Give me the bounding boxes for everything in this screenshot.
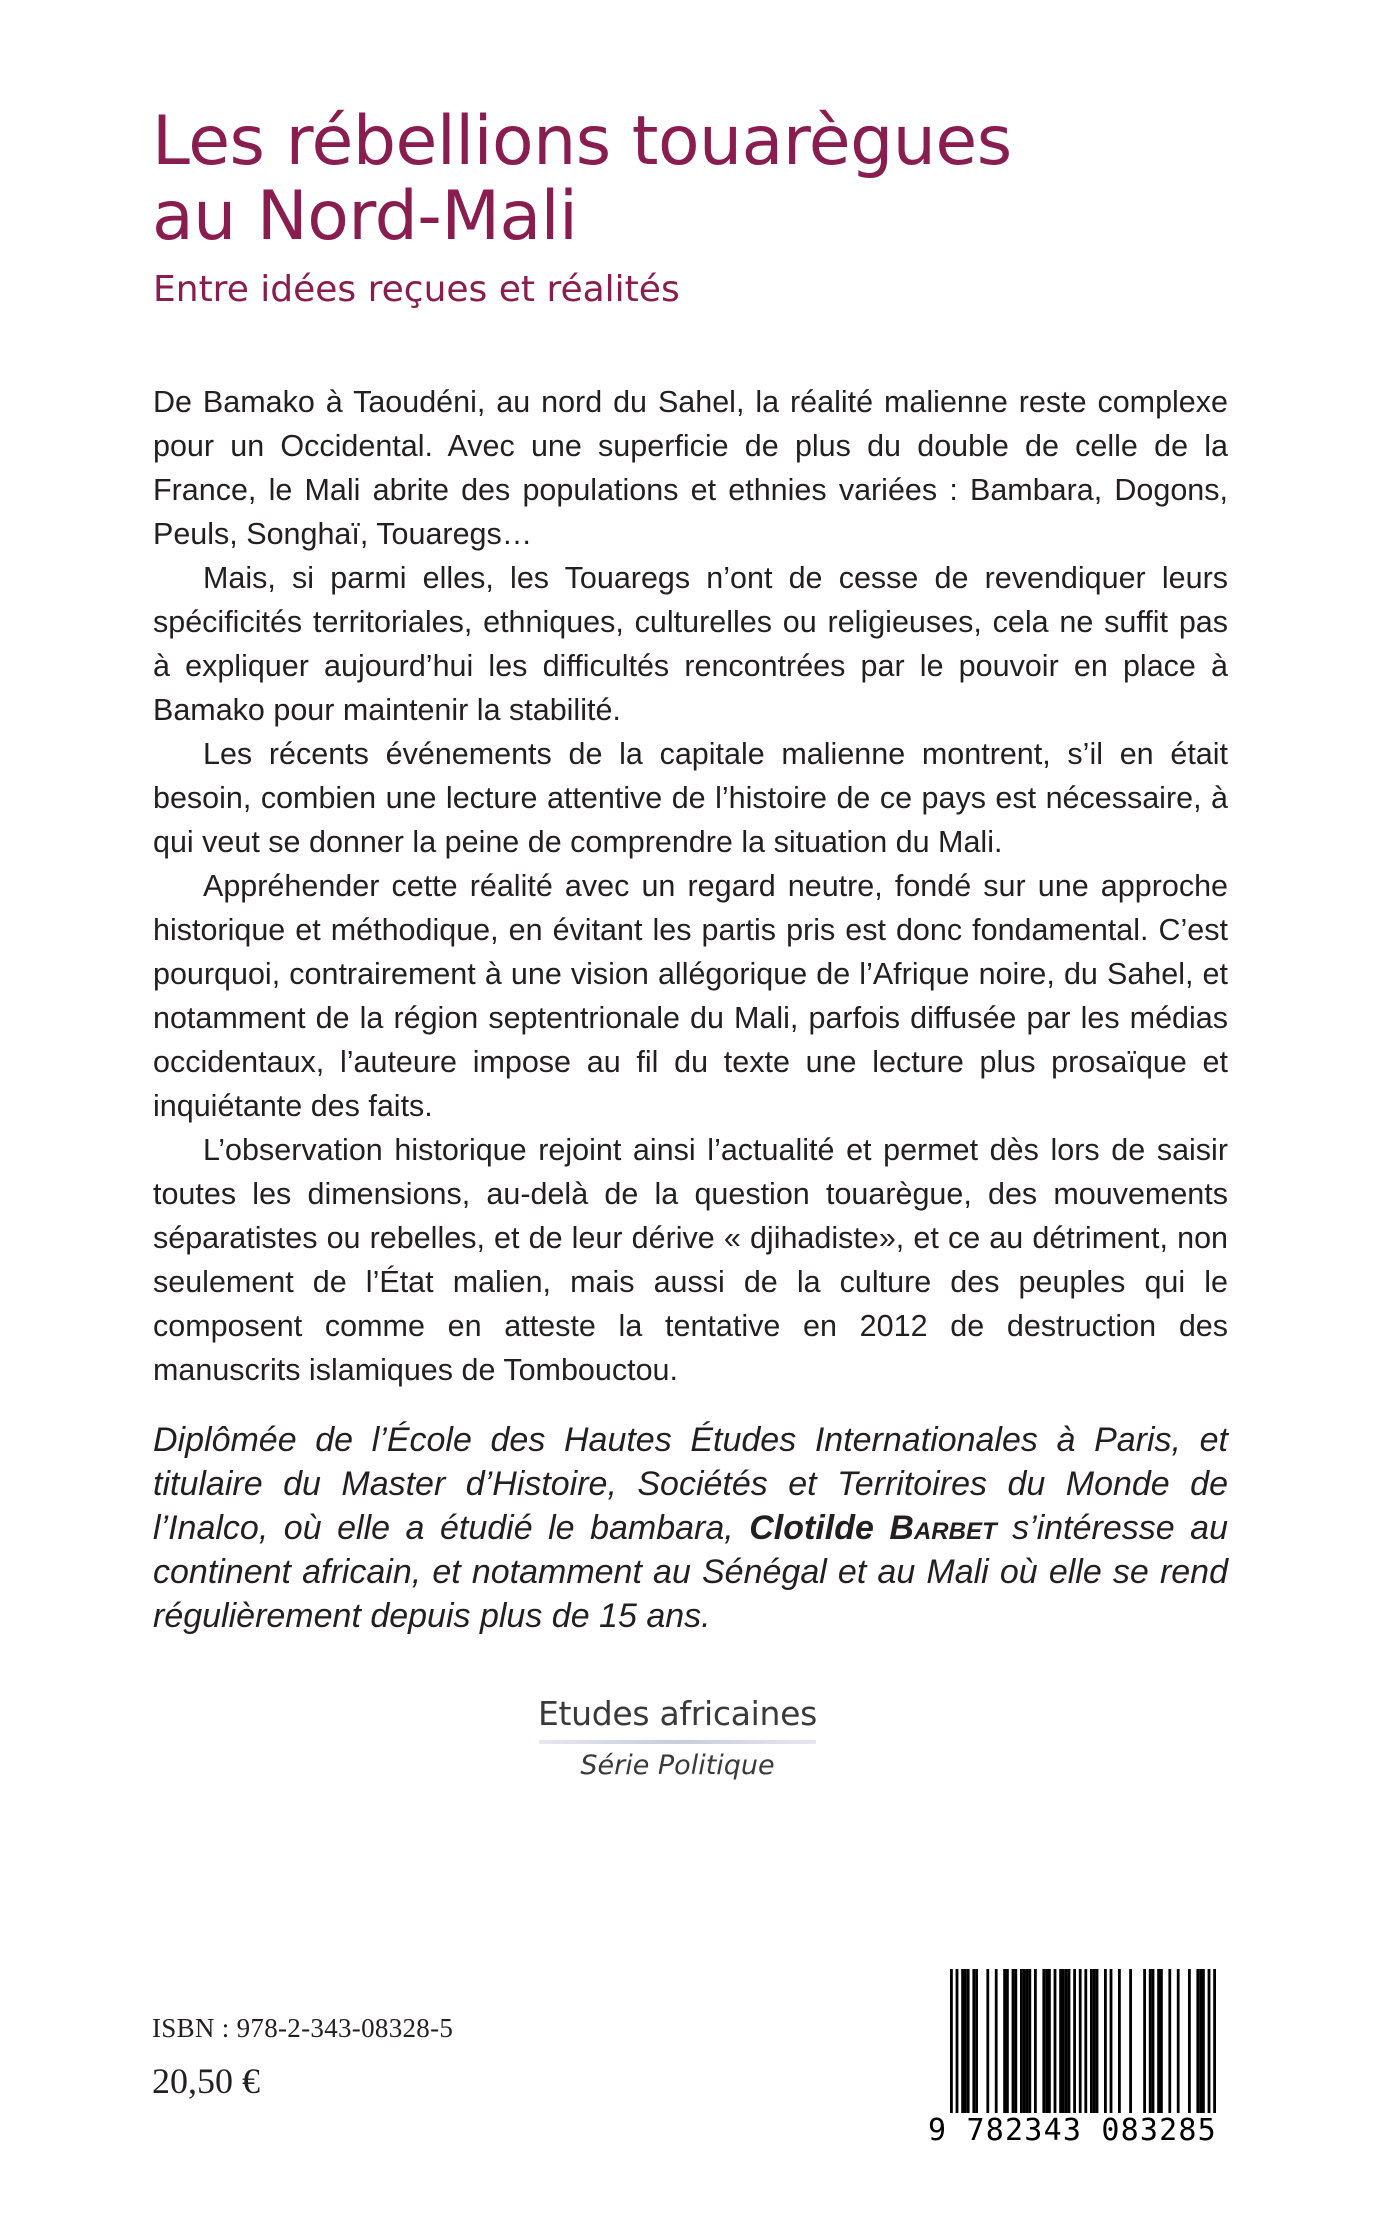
barcode-bar: [1079, 1969, 1082, 2135]
barcode-bar: [1048, 1969, 1051, 2115]
barcode-bar: [1129, 1969, 1132, 2115]
barcode-bar: [1020, 1969, 1023, 2115]
blurb-paragraph-1: De Bamako à Taoudéni, au nord du Sahel, la réalité malienne reste complexe pour un Occidental. Avec une superficie de plus du double de celle de la France, le Mali abrite des populations et ethnies variées : Bambara, Dogons, Peuls, Songhaï, Touaregs…: [153, 385, 1228, 551]
bio-text-before: Diplômée de l’École des Hautes Études Internationales à Paris, et titulaire du Master d’Histoire, Sociétés et Territoires du Monde de l’Inalco, où elle a étudié le bambara,: [153, 1421, 1228, 1547]
barcode-bar: [956, 1969, 959, 2135]
barcode-bar: [1110, 1969, 1113, 2115]
barcode-bar: [964, 1969, 967, 2115]
barcode-bar: [1084, 1969, 1087, 2135]
price: 20,50 €: [152, 2061, 260, 2101]
barcode-bar: [1003, 1969, 1006, 2115]
blurb-paragraph-4: Appréhender cette réalité avec un regard neutre, fondé sur une approche historique et méthodique, en évitant les partis pris est donc fondamental. C’est pourquoi, contrairement à une vision allégorique de l’Afrique noire, du Sahel, et notamment de la région septentrionale du Mali, parfois diffusée par les médias occidentaux, l’auteure impose au fil du texte une lecture plus prosaïque et inquiétante des faits.: [153, 869, 1228, 1123]
barcode-bar: [995, 1969, 998, 2115]
barcode-bar: [1118, 1969, 1121, 2115]
barcode-bar: [975, 1969, 978, 2115]
barcode-bar: [1104, 1969, 1107, 2115]
barcode-bar: [1068, 1969, 1071, 2115]
collection-name: Etudes africaines: [537, 1694, 818, 1733]
barcode-bar: [1202, 1969, 1205, 2115]
blurb-paragraph-2: Mais, si parmi elles, les Touaregs n’ont de cesse de revendiquer leurs spécificités territoriales, ethniques, culturelles ou religieuses, cela ne suffit pas à expliquer aujourd’hui les difficultés rencontrées par le pouvoir en place à Bamako pour maintenir la stabilité.: [153, 561, 1228, 727]
barcode: [928, 1965, 1238, 2155]
barcode-bar: [1014, 1969, 1017, 2115]
barcode-bar: [1168, 1969, 1171, 2115]
author-last-name: Barbet: [889, 1509, 997, 1547]
barcode-bar: [1034, 1969, 1037, 2115]
barcode-bar: [1157, 1969, 1160, 2115]
barcode-bar: [1023, 1969, 1026, 2115]
book-subtitle: Entre idées reçues et réalités: [153, 269, 680, 310]
barcode-bar: [1143, 1969, 1146, 2115]
barcode-bar: [1208, 1969, 1211, 2135]
barcode-bar: [1160, 1969, 1163, 2115]
barcode-bar: [1059, 1969, 1062, 2115]
blurb: [153, 380, 1228, 1392]
author-bio: [153, 1418, 1228, 1638]
blurb-paragraph-3: Les récents événements de la capitale malienne montrent, s’il en était besoin, combien une lecture attentive de l’histoire de ce pays est nécessaire, à qui veut se donner la peine de comprendre la situation du Mali.: [153, 737, 1228, 859]
barcode-bar: [1045, 1969, 1048, 2115]
barcode-bar: [1093, 1969, 1096, 2115]
barcode-digits: 9 782343 083285: [928, 2113, 1238, 2149]
barcode-bar: [1006, 1969, 1009, 2115]
barcode-bar: [1199, 1969, 1202, 2115]
blurb-paragraph-5: L’observation historique rejoint ainsi l’actualité et permet dès lors de saisir toutes les dimensions, au-delà de la question touarègue, des mouvements séparatistes ou rebelles, et de leur dérive « djihadiste», et ce au détriment, non seulement de l’État malien, mais aussi de la culture des peuples qui le composent comme en atteste la tentative en 2012 de destruction des manuscrits islamiques de Tombouctou.: [153, 1133, 1228, 1387]
barcode-bar: [1073, 1969, 1076, 2115]
barcode-bar: [1096, 1969, 1099, 2115]
barcode-bar: [972, 1969, 975, 2115]
barcode-bar: [1149, 1969, 1152, 2115]
collection-logo: [535, 1694, 820, 1784]
isbn: ISBN : 978-2-343-08328-5: [152, 2013, 454, 2043]
barcode-bar: [1065, 1969, 1068, 2115]
barcode-bar: [1012, 1969, 1015, 2115]
barcode-bar: [1213, 1969, 1216, 2135]
barcode-bar: [967, 1969, 970, 2115]
collection-series: Série Politique: [580, 1750, 775, 1781]
barcode-bar: [961, 1969, 964, 2115]
barcode-bar: [1054, 1969, 1057, 2115]
barcode-bar: [1028, 1969, 1031, 2115]
barcode-bar: [1090, 1969, 1093, 2115]
bio-text-after: s’intéresse au continent africain, et notamment au Sénégal et au Mali où elle se rend régulièrement depuis plus de 15 ans.: [153, 1509, 1228, 1635]
barcode-bar: [1177, 1969, 1180, 2115]
title-line-1: Les rébellions touarègues: [152, 102, 1012, 181]
barcode-bar: [1152, 1969, 1155, 2115]
barcode-bar: [1026, 1969, 1029, 2115]
barcode-bar: [1196, 1969, 1199, 2115]
collection-divider: [539, 1740, 816, 1744]
title-line-2: au Nord-Mali: [152, 177, 578, 256]
book-title: [152, 104, 1252, 254]
barcode-bar: [1062, 1969, 1065, 2115]
barcode-bar: [986, 1969, 989, 2115]
barcode-bar: [950, 1969, 953, 2135]
barcode-bar: [1188, 1969, 1191, 2115]
barcode-bar: [1042, 1969, 1045, 2115]
author-first-name: Clotilde: [749, 1509, 874, 1547]
